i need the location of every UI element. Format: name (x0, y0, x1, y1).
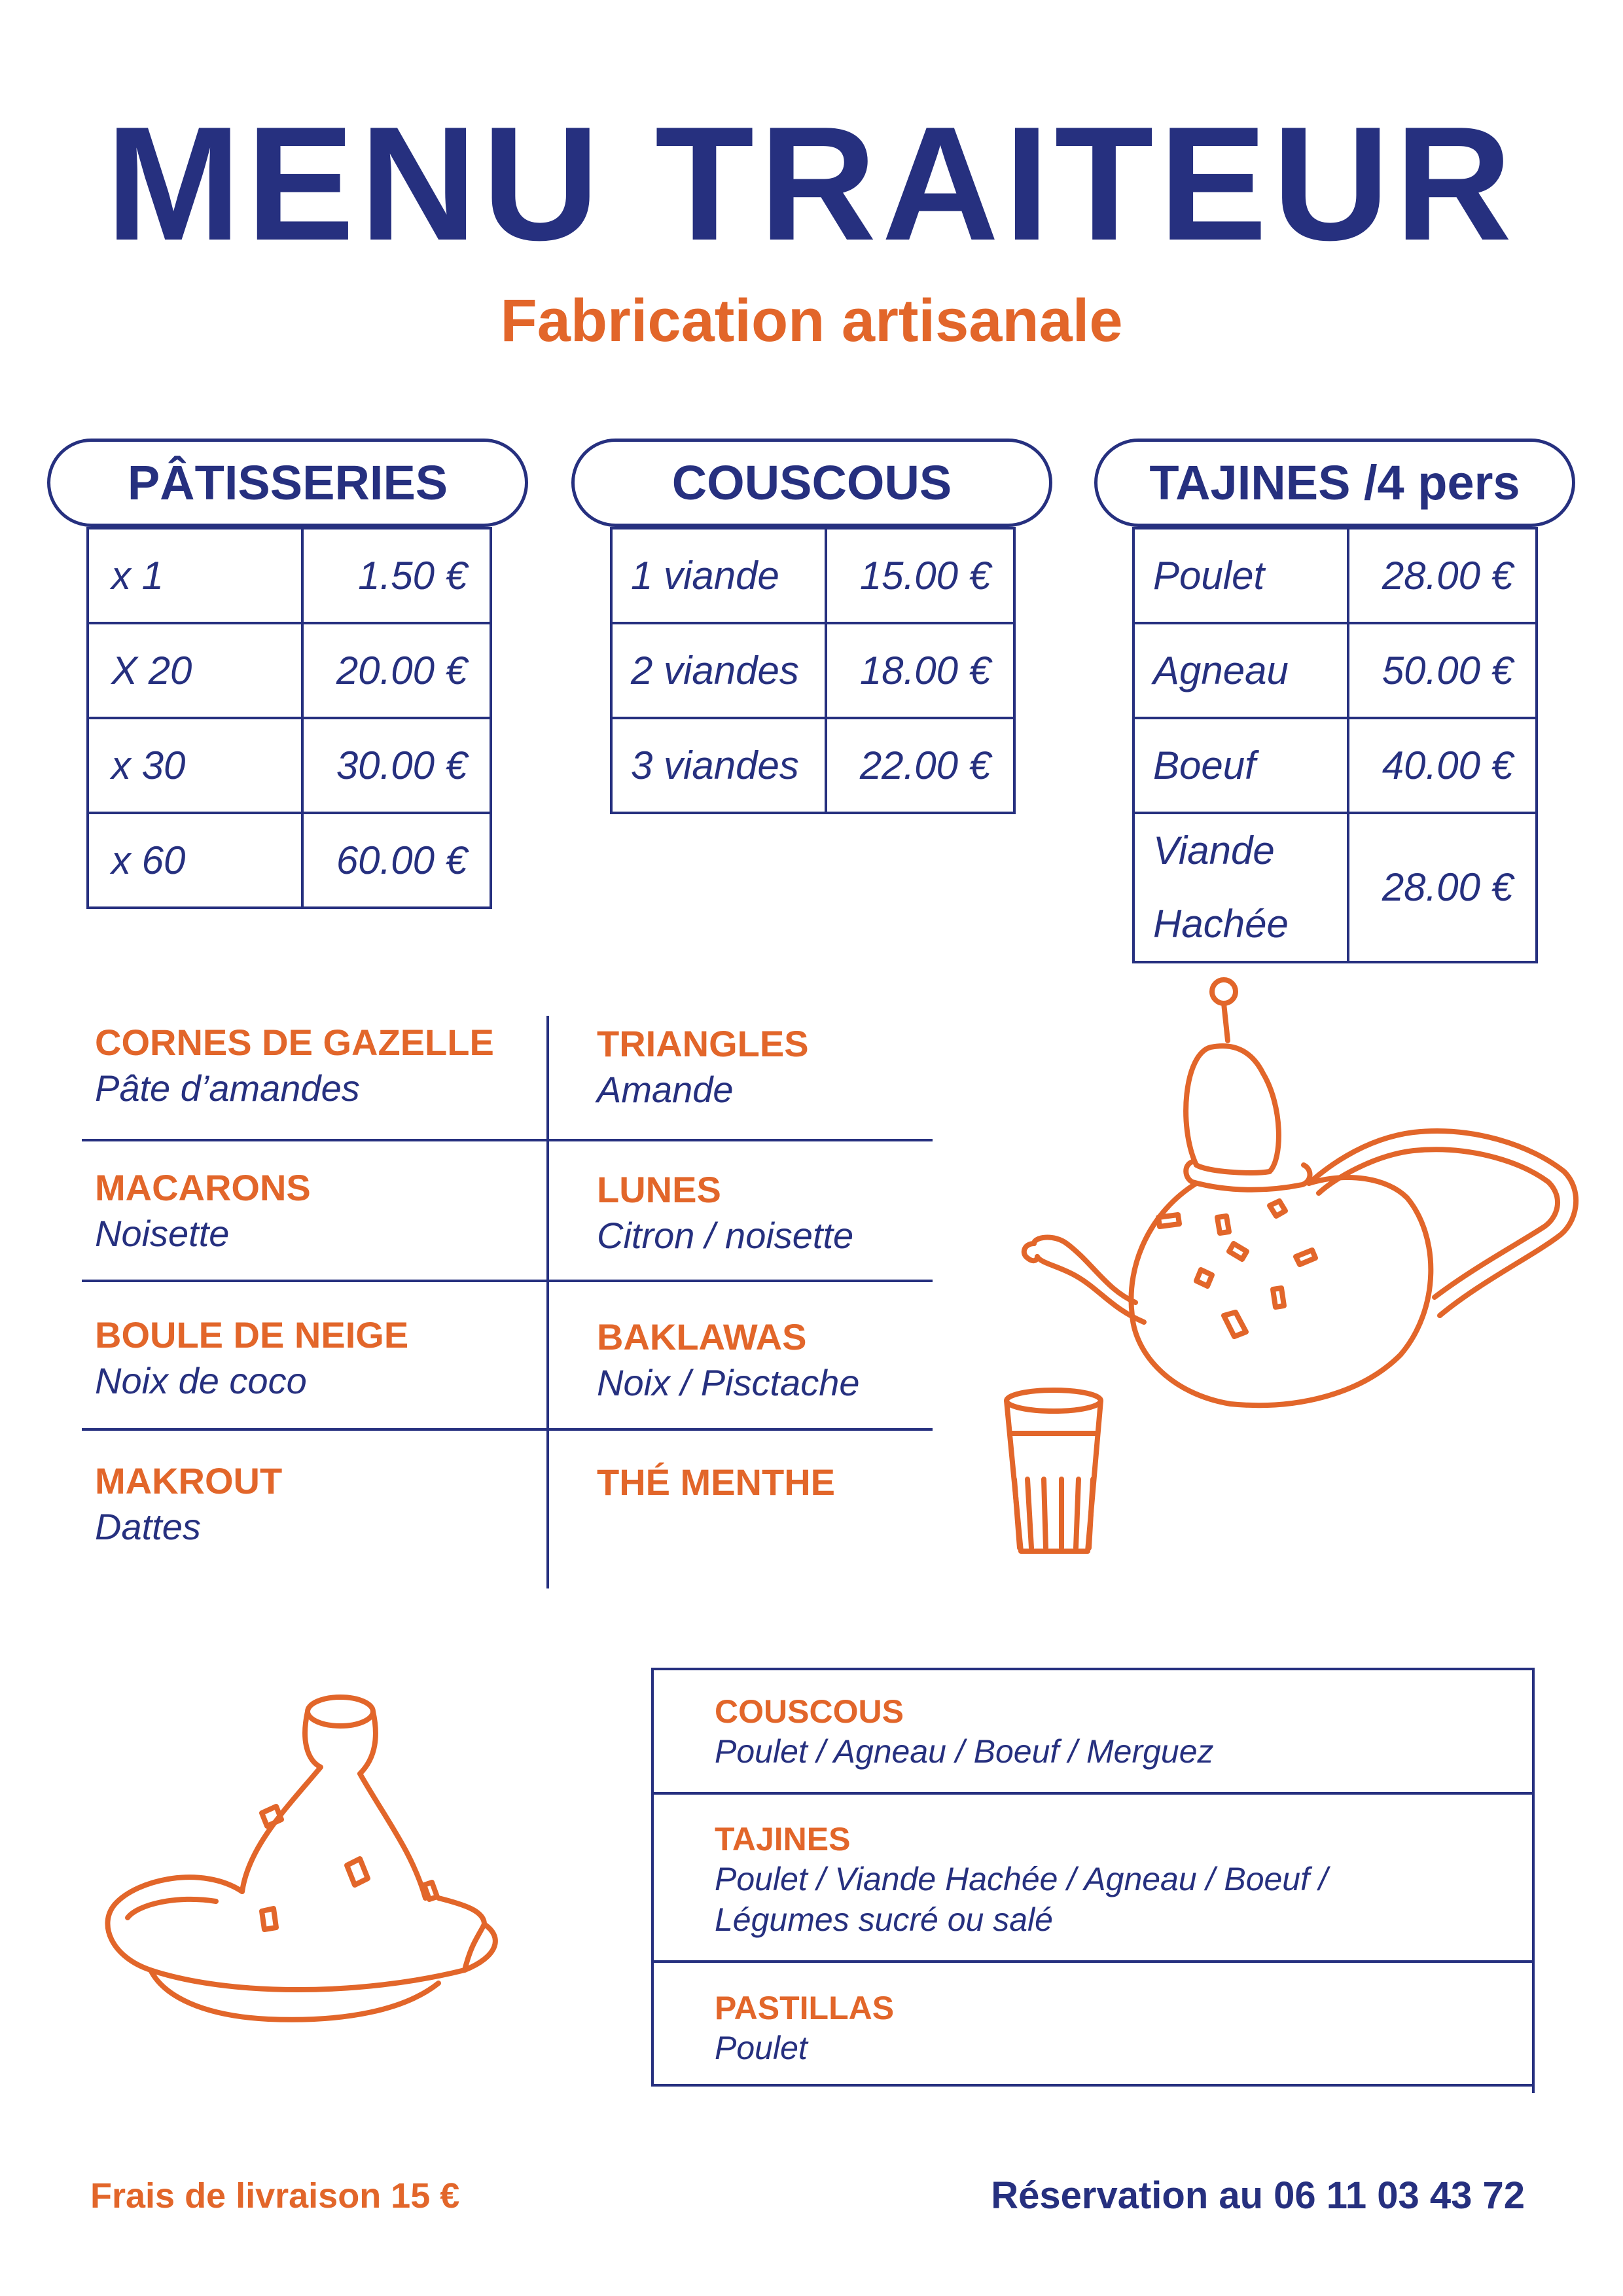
table-row (611, 718, 1014, 813)
dish-options: Poulet / Agneau / Boeuf / Merguez (715, 1733, 1214, 1770)
meat-cell: Agneau (1133, 623, 1348, 718)
pastry-flavor: Noix de coco (95, 1360, 307, 1401)
dishes-box-border (651, 1668, 1535, 1670)
price-cell: 18.00 € (826, 623, 1014, 718)
dish-name: COUSCOUS (715, 1693, 904, 1730)
dish-name: TAJINES (715, 1821, 851, 1857)
table-row (611, 623, 1014, 718)
pastry-name: CORNES DE GAZELLE (95, 1022, 494, 1063)
table-row (88, 528, 491, 623)
delivery-fee: Frais de livraison 15 € (90, 2176, 460, 2215)
table-row (1133, 718, 1537, 813)
meat-count-cell: 3 viandes (611, 718, 826, 813)
price-cell: 60.00 € (302, 813, 491, 908)
meat-cell: Boeuf (1133, 718, 1348, 813)
grid-divider (82, 1428, 933, 1431)
price-cell: 50.00 € (1348, 623, 1537, 718)
dishes-box-border (1532, 1668, 1535, 2093)
list-item (597, 1022, 809, 1111)
dishes-divider (651, 1792, 1535, 1795)
pastry-flavor: Noisette (95, 1213, 230, 1254)
pastry-flavor: Dattes (95, 1506, 201, 1547)
dish-options: Légumes sucré ou salé (715, 1901, 1053, 1938)
page-title: MENU TRAITEUR (105, 92, 1518, 274)
pastry-flavor: Noix / Pisctache (597, 1362, 860, 1403)
list-item (95, 1314, 408, 1403)
list-item (95, 1460, 282, 1549)
dishes-box-border (651, 1668, 654, 2087)
pastry-flavor: Pâte d’amandes (95, 1067, 360, 1109)
list-item (95, 1166, 311, 1255)
quantity-cell: x 60 (88, 813, 302, 908)
pastry-flavor: Citron / noisette (597, 1215, 854, 1256)
pastry-flavor: Amande (597, 1069, 734, 1110)
grid-divider (546, 1016, 549, 1588)
pastry-name: TRIANGLES (597, 1023, 809, 1064)
dish-options: Poulet / Viande Hachée / Agneau / Boeuf / (715, 1861, 1328, 1897)
price-cell: 22.00 € (826, 718, 1014, 813)
table-row (88, 623, 491, 718)
dish-name: PASTILLAS (715, 1990, 895, 2026)
table-row (88, 813, 491, 908)
list-item (715, 1988, 894, 2068)
price-cell: 28.00 € (1348, 528, 1537, 623)
table-row (1133, 623, 1537, 718)
tajines-price-table (1132, 527, 1538, 963)
list-item (715, 1692, 1214, 1772)
couscous-heading: COUSCOUS (571, 439, 1052, 527)
pastry-name: BOULE DE NEIGE (95, 1314, 409, 1355)
list-item (597, 1168, 853, 1257)
list-item (597, 1461, 835, 1507)
dishes-divider (651, 1960, 1535, 1963)
price-cell: 28.00 € (1348, 813, 1537, 962)
reservation-phone: Réservation au 06 11 03 43 72 (991, 2174, 1525, 2217)
meat-cell: Viande Hachée (1133, 813, 1348, 962)
pastry-name: MACARONS (95, 1167, 311, 1208)
tajine-pot-icon (98, 1689, 517, 2055)
couscous-price-table (610, 527, 1016, 814)
dishes-box-border (651, 2084, 1535, 2087)
price-cell: 20.00 € (302, 623, 491, 718)
price-cell: 15.00 € (826, 528, 1014, 623)
pastry-name: MAKROUT (95, 1460, 283, 1501)
meat-count-cell: 1 viande (611, 528, 826, 623)
tajines-heading: TAJINES /4 pers (1094, 439, 1575, 527)
table-row (1133, 528, 1537, 623)
patisseries-price-table (86, 527, 492, 909)
table-row (88, 718, 491, 813)
meat-cell: Poulet (1133, 528, 1348, 623)
patisseries-heading: PÂTISSERIES (47, 439, 528, 527)
tea-glass-icon (1001, 1388, 1106, 1558)
page-subtitle: Fabrication artisanale (500, 287, 1123, 354)
price-cell: 1.50 € (302, 528, 491, 623)
pastry-name: LUNES (597, 1169, 721, 1210)
price-cell: 30.00 € (302, 718, 491, 813)
table-row (611, 528, 1014, 623)
list-item (95, 1021, 494, 1110)
list-item (597, 1316, 860, 1405)
meat-count-cell: 2 viandes (611, 623, 826, 718)
drink-name: THÉ MENTHE (597, 1462, 835, 1503)
teapot-icon (1021, 975, 1584, 1407)
grid-divider (82, 1139, 933, 1141)
dish-options: Poulet (715, 2030, 808, 2066)
table-row (1133, 813, 1537, 962)
price-cell: 40.00 € (1348, 718, 1537, 813)
quantity-cell: X 20 (88, 623, 302, 718)
quantity-cell: x 30 (88, 718, 302, 813)
quantity-cell: x 1 (88, 528, 302, 623)
grid-divider (82, 1280, 933, 1282)
pastry-name: BAKLAWAS (597, 1316, 807, 1357)
list-item (715, 1820, 1328, 1940)
